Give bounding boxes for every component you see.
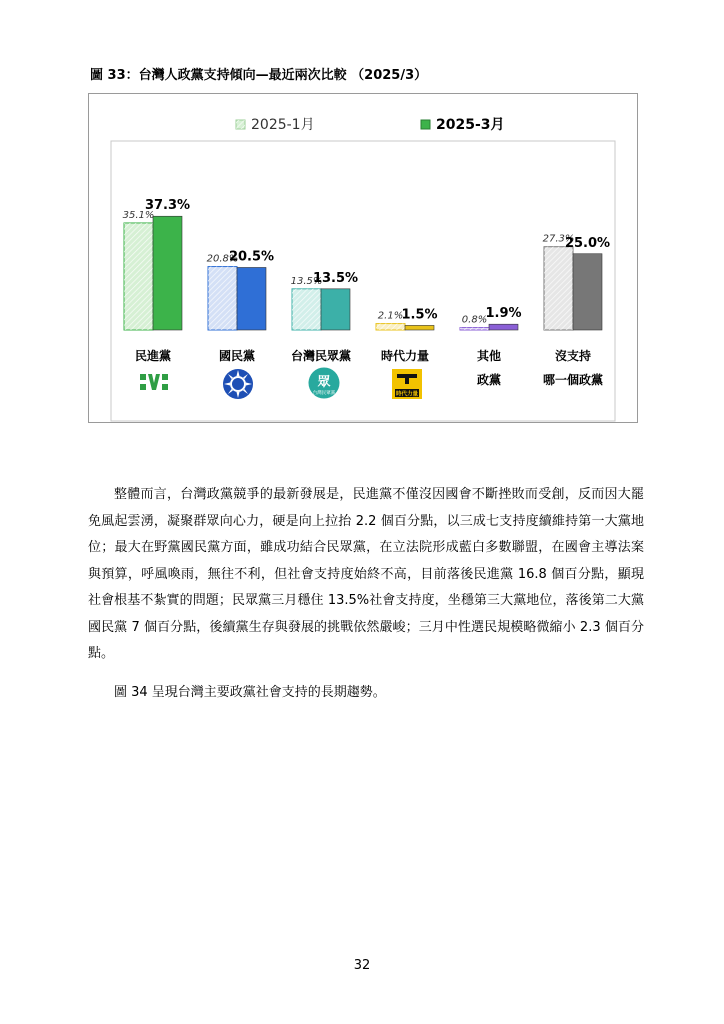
dpp-logo-icon xyxy=(138,370,170,402)
value-label-mar-1: 20.5% xyxy=(228,249,275,265)
figure-title: 圖 33：台灣人政黨支持傾向—最近兩次比較 （2025/3） xyxy=(90,68,428,83)
legend-swatch-jan-hatch xyxy=(236,120,245,129)
value-label-jan-1: 20.8% xyxy=(206,253,239,265)
category-label-5: 沒支持 xyxy=(554,349,592,363)
bar-jan-hatch-2 xyxy=(292,289,321,330)
bar-chart xyxy=(89,94,637,422)
legend-swatch-mar xyxy=(421,120,430,129)
category-label-line2-5: 哪一個政黨 xyxy=(542,373,604,387)
value-label-jan-2: 13.5% xyxy=(290,275,323,287)
plot-area xyxy=(111,141,615,421)
bar-jan-hatch-1 xyxy=(208,267,237,330)
legend xyxy=(236,117,505,133)
value-label-jan-3: 2.1% xyxy=(377,310,404,322)
bar-mar-3 xyxy=(405,325,434,330)
value-label-mar-2: 13.5% xyxy=(312,270,359,286)
value-label-jan-4: 0.8% xyxy=(461,314,488,326)
chart-frame xyxy=(88,93,638,423)
npp-logo-text: 時代力量 xyxy=(395,391,419,398)
category-label-3: 時代力量 xyxy=(380,349,430,363)
value-label-mar-0: 37.3% xyxy=(144,198,191,214)
value-label-mar-4: 1.9% xyxy=(485,306,522,322)
category-label-2: 台灣民眾黨 xyxy=(290,349,352,363)
value-label-mar-3: 1.5% xyxy=(401,307,438,323)
npp-logo-icon xyxy=(391,368,423,400)
bar-jan-hatch-3 xyxy=(376,324,405,330)
legend-label-mar: 2025-3月 xyxy=(436,117,505,133)
category-label-line2-4: 政黨 xyxy=(476,373,502,387)
category-label-0: 民進黨 xyxy=(134,349,172,363)
value-label-mar-5: 25.0% xyxy=(564,235,611,251)
legend-label-jan: 2025-1月 xyxy=(251,117,315,133)
tpp-logo-caption: 台灣民眾黨 xyxy=(312,391,336,396)
bar-mar-2 xyxy=(321,289,350,330)
bar-mar-5 xyxy=(573,254,602,330)
bar-mar-4 xyxy=(489,324,518,330)
tpp-logo-icon xyxy=(308,367,340,399)
bar-mar-1 xyxy=(237,267,266,330)
body-paragraph-1: 整體而言，台灣政黨競爭的最新發展是，民進黨不僅沒因國會不斷挫敗而受創，反而因大罷免風起雲湧，凝聚群眾向心力，硬是向上拉抬 2.2 個百分點，以三成七支持度續維持第一大黨地位；最大在野黨國民黨方面，雖成功結合民眾黨，在立法院形成藍白多數聯盟，在國會主導法案與預算，呼風喚雨，無往不利，但社會支持度始終不高，目前落後民進黨 16.8 個百分點，顯現社會根基不紮實的問題；民眾黨三月穩住 13.5%社會支持度，坐穩第三大黨地位，落後第二大黨國民黨 7 個百分點，後續黨生存與發展的挑戰依然嚴峻；三月中性選民規模略微縮小 2.3 個百分點。 xyxy=(88,487,644,661)
bar-jan-hatch-5 xyxy=(544,247,573,330)
bar-jan-hatch-0 xyxy=(124,223,153,330)
value-label-jan-0: 35.1% xyxy=(122,209,155,221)
page-number: 32 xyxy=(353,958,371,973)
bar-jan-hatch-4 xyxy=(460,328,489,330)
category-label-1: 國民黨 xyxy=(218,349,256,363)
body-paragraph-2: 圖 34 呈現台灣主要政黨社會支持的長期趨勢。 xyxy=(114,685,386,700)
category-label-4: 其他 xyxy=(476,349,502,363)
tpp-logo-text: 眾 xyxy=(317,375,331,390)
value-label-jan-5: 27.3% xyxy=(542,233,575,245)
bar-mar-0 xyxy=(153,216,182,330)
kmt-logo-icon xyxy=(222,368,254,400)
